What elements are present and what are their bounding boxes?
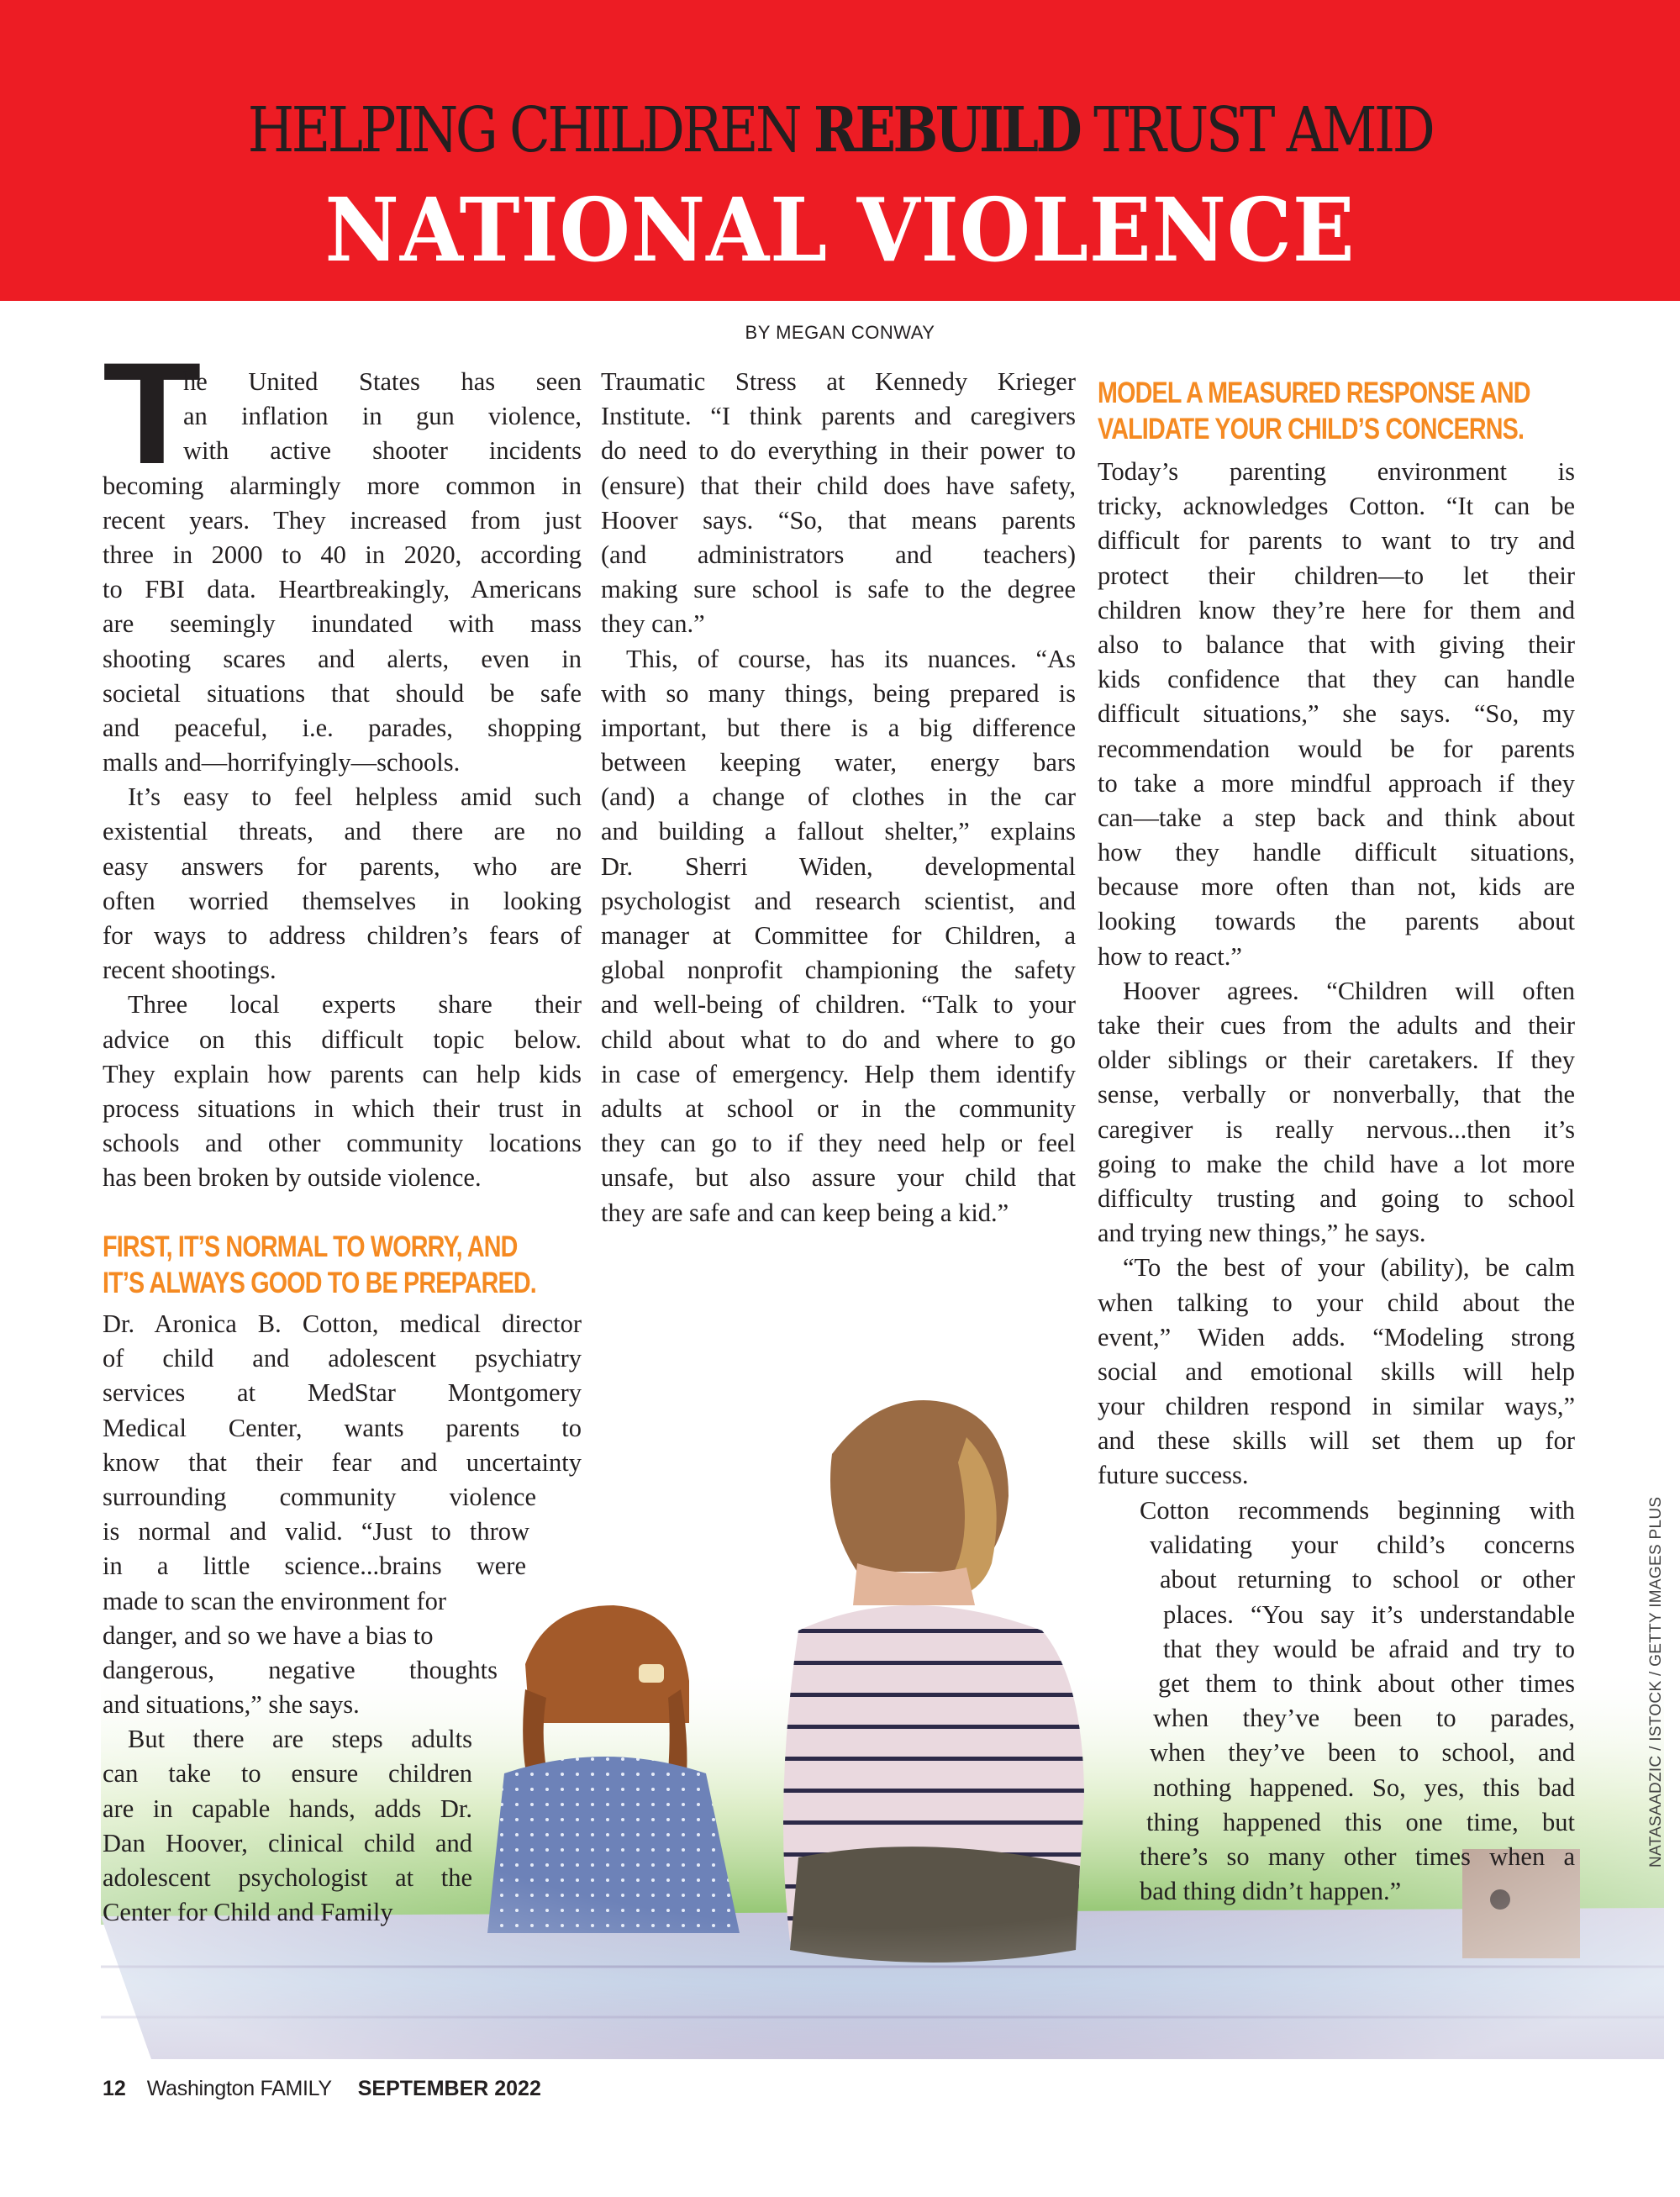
- column-1-body: [103, 469, 582, 1196]
- text-line: places. “You say it’s understandable: [1163, 1599, 1575, 1629]
- text-line: there’s so many other times when a: [1140, 1841, 1575, 1871]
- text-line: Institute. “I think parents and caregivers: [601, 402, 1076, 431]
- section-2-subhead: [1098, 375, 1680, 447]
- text-line: when they’ve been to school, and: [1150, 1738, 1575, 1768]
- text-line: because more often than not, kids are: [1098, 872, 1575, 902]
- text-line: unsafe, but also assure your child that: [601, 1163, 1076, 1193]
- text-line: older siblings or their caretakers. If they: [1098, 1046, 1575, 1075]
- text-line: becoming alarmingly more common in: [103, 471, 582, 500]
- text-line: your children respond in similar ways,”: [1098, 1392, 1575, 1421]
- text-line: that they would be afraid and try to: [1163, 1634, 1575, 1663]
- text-line: recent years. They increased from just: [103, 505, 582, 535]
- text-line: surrounding community violence: [103, 1482, 536, 1511]
- section-1-subhead: [103, 1229, 691, 1301]
- drop-cap: T: [103, 333, 202, 494]
- text-line: children know they’re here for them and: [1098, 595, 1575, 624]
- magazine-name: Washington FAMILY: [146, 2077, 332, 2100]
- text-line: looking towards the parents about: [1098, 907, 1575, 936]
- text-line: when they’ve been to parades,: [1153, 1704, 1575, 1733]
- text-line: Dan Hoover, clinical child and: [103, 1828, 472, 1857]
- text-line: about returning to school or other: [1160, 1565, 1575, 1594]
- text-line: between keeping water, energy bars: [601, 748, 1076, 777]
- page-number: 12: [103, 2077, 126, 2100]
- text-line: kids confidence that they can handle: [1098, 665, 1575, 694]
- text-line: how they handle difficult situations,: [1098, 838, 1575, 867]
- text-line: Dr. Aronica B. Cotton, medical director: [103, 1309, 582, 1338]
- column-1-intro: [183, 365, 582, 469]
- column-3-wrap: [1098, 1494, 1575, 1909]
- text-line: Dr. Sherri Widen, developmental: [601, 851, 1076, 881]
- text-line: psychologist and research scientist, and: [601, 886, 1076, 915]
- text-line: It’s easy to feel helpless amid such: [128, 782, 582, 812]
- text-line: child about what to do and where to go: [601, 1025, 1076, 1054]
- text-line: advice on this difficult topic below.: [103, 1025, 582, 1054]
- text-line: recent shootings.: [103, 956, 276, 985]
- text-line: and situations,” she says.: [103, 1690, 360, 1720]
- text-line: Cotton recommends beginning with: [1140, 1496, 1575, 1525]
- text-line: get them to think about other times: [1158, 1668, 1575, 1698]
- text-line: important, but there is a big difference: [601, 713, 1076, 742]
- text-line: bad thing didn’t happen.”: [1140, 1877, 1402, 1906]
- text-line: nothing happened. So, yes, this bad: [1153, 1773, 1575, 1802]
- text-line: often worried themselves in looking: [103, 886, 582, 915]
- headline-emphasis: REBUILD: [814, 94, 1080, 166]
- text-line: manager at Committee for Children, a: [601, 921, 1076, 950]
- text-line: made to scan the environment for: [103, 1586, 447, 1615]
- text-line: difficult situations,” she says. “So, my: [1098, 699, 1575, 729]
- text-line: “To the best of your (ability), be calm: [1123, 1253, 1575, 1283]
- text-line: is normal and valid. “Just to throw: [103, 1517, 529, 1546]
- text-line: can take to ensure children: [103, 1759, 472, 1789]
- text-line: adults at school or in the community: [601, 1093, 1076, 1123]
- text-line: future success.: [1098, 1461, 1249, 1490]
- text-line: protect their children—to let their: [1098, 561, 1575, 590]
- text-line: Three local experts share their: [128, 990, 582, 1019]
- text-line: they can go to if they need help or feel: [601, 1129, 1076, 1158]
- text-line: recommendation would be for parents: [1098, 734, 1575, 763]
- photo-credit: NATASAADZIC / ISTOCK / GETTY IMAGES PLUS: [1647, 1496, 1665, 1868]
- byline: BY MEGAN CONWAY: [745, 322, 935, 343]
- text-line: going to make the child have a lot more: [1098, 1149, 1575, 1178]
- subhead-line: VALIDATE YOUR CHILD’S CONCERNS.: [1098, 413, 1525, 445]
- text-line: tricky, acknowledges Cotton. “It can be: [1098, 492, 1575, 521]
- text-line: existential threats, and there are no: [103, 817, 582, 846]
- text-line: of child and adolescent psychiatry: [103, 1344, 582, 1373]
- subhead-line: IT’S ALWAYS GOOD TO BE PREPARED.: [103, 1267, 536, 1299]
- text-line: and building a fallout shelter,” explains: [601, 817, 1076, 846]
- text-line: danger, and so we have a bias to: [103, 1620, 434, 1650]
- text-line: to FBI data. Heartbreakingly, Americans: [103, 575, 582, 604]
- text-line: adolescent psychologist at the: [103, 1863, 472, 1892]
- page-footer: [103, 2077, 541, 2101]
- text-line: Hoover agrees. “Children will often: [1123, 976, 1575, 1005]
- text-line: in case of emergency. Help them identify: [601, 1059, 1076, 1088]
- headline-text-end: TRUST AMID: [1079, 94, 1433, 166]
- text-line: But there are steps adults: [128, 1725, 472, 1754]
- text-line: (ensure) that their child does have safety,: [601, 471, 1076, 500]
- headline-line-1: [118, 94, 1562, 166]
- text-line: schools and other community locations: [103, 1129, 582, 1158]
- text-line: making sure school is safe to the degree: [601, 575, 1076, 604]
- headline-line-2: NATIONAL VIOLENCE: [324, 178, 1356, 282]
- text-line: an inflation in gun violence,: [183, 402, 582, 431]
- text-line: can—take a step back and think about: [1098, 803, 1575, 832]
- text-line: three in 2000 to 40 in 2020, according: [103, 540, 582, 569]
- text-line: event,” Widen adds. “Modeling strong: [1098, 1322, 1575, 1351]
- text-line: thing happened this one time, but: [1146, 1807, 1575, 1836]
- subhead-line: MODEL A MEASURED RESPONSE AND: [1098, 377, 1530, 409]
- text-line: shooting scares and alerts, even in: [103, 644, 582, 673]
- text-line: societal situations that should be safe: [103, 678, 582, 708]
- text-line: (and) a change of clothes in the car: [601, 782, 1076, 812]
- text-line: and trying new things,” he says.: [1098, 1219, 1426, 1248]
- text-line: are in capable hands, adds Dr.: [103, 1794, 472, 1823]
- text-line: caregiver is really nervous...then it’s: [1098, 1114, 1575, 1144]
- text-line: global nonprofit championing the safety: [601, 956, 1076, 985]
- text-line: and these skills will set them up for: [1098, 1426, 1575, 1456]
- text-line: take their cues from the adults and their: [1098, 1011, 1575, 1040]
- text-line: (and administrators and teachers): [601, 540, 1076, 569]
- text-line: difficult for parents to want to try and: [1098, 526, 1575, 556]
- text-line: and well-being of children. “Talk to your: [601, 990, 1076, 1019]
- text-line: for ways to address children’s fears of: [103, 921, 582, 951]
- text-line: Hoover says. “So, that means parents: [601, 505, 1076, 535]
- text-line: process situations in which their trust in: [103, 1093, 582, 1123]
- text-line: malls and—horrifyingly—schools.: [103, 748, 461, 777]
- text-line: to take a more mindful approach if they: [1098, 768, 1575, 798]
- text-line: sense, verbally or nonverbally, that the: [1098, 1080, 1575, 1109]
- text-line: validating your child’s concerns: [1150, 1531, 1575, 1560]
- text-line: in a little science...brains were: [103, 1552, 526, 1581]
- text-line: when talking to your child about the: [1098, 1288, 1575, 1317]
- text-line: easy answers for parents, who are: [103, 851, 582, 881]
- text-line: Traumatic Stress at Kennedy Krieger: [601, 367, 1076, 396]
- subhead-line: FIRST, IT’S NORMAL TO WORRY, AND: [103, 1230, 518, 1263]
- column-3-body: [1098, 455, 1575, 1494]
- text-line: social and emotional skills will help: [1098, 1357, 1575, 1386]
- text-line: know that their fear and uncertainty: [103, 1447, 582, 1477]
- text-line: they are safe and can keep being a kid.”: [601, 1198, 1009, 1227]
- text-line: he United States has seen: [183, 367, 582, 396]
- headline-text: HELPING CHILDREN: [247, 94, 814, 166]
- text-line: do need to do everything in their power to: [601, 436, 1076, 466]
- text-line: they can.”: [601, 609, 705, 639]
- issue-date: SEPTEMBER 2022: [357, 2077, 541, 2100]
- text-line: Medical Center, wants parents to: [103, 1413, 582, 1442]
- text-line: Center for Child and Family: [103, 1898, 393, 1927]
- text-line: how to react.”: [1098, 941, 1242, 971]
- text-line: dangerous, negative thoughts: [103, 1655, 498, 1684]
- text-line: are seemingly inundated with mass: [103, 609, 582, 639]
- text-line: services at MedStar Montgomery: [103, 1378, 582, 1408]
- text-line: has been broken by outside violence.: [103, 1163, 482, 1193]
- text-line: They explain how parents can help kids: [103, 1059, 582, 1088]
- column-1-section-1: [103, 1307, 582, 1930]
- text-line: and peaceful, i.e. parades, shopping: [103, 713, 582, 742]
- text-line: difficulty trusting and going to school: [1098, 1183, 1575, 1213]
- text-line: This, of course, has its nuances. “As: [626, 644, 1076, 673]
- text-line: with active shooter incidents: [183, 436, 582, 466]
- text-line: also to balance that with giving their: [1098, 630, 1575, 659]
- text-line: with so many things, being prepared is: [601, 678, 1076, 708]
- column-2-body: [601, 365, 1076, 1230]
- text-line: Today’s parenting environment is: [1098, 457, 1575, 486]
